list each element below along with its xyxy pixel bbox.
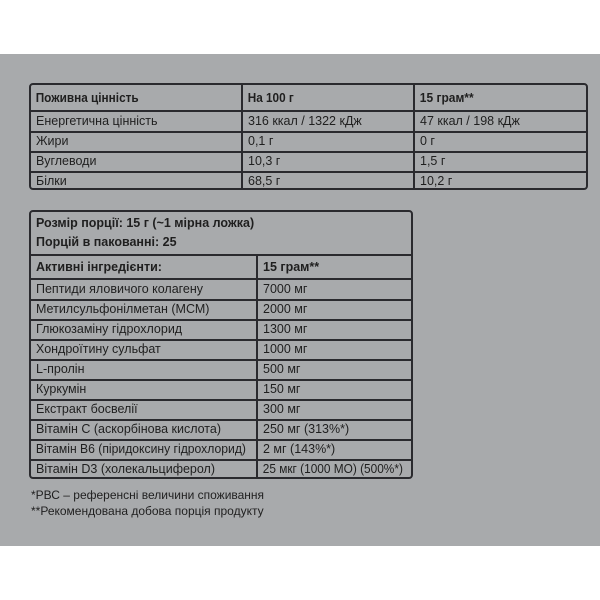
ingredient-amount: 250 мг (313%*) (263, 422, 350, 436)
table-row (31, 340, 411, 359)
servings-per-container-text: Порцій в пакованні: 25 (36, 235, 177, 249)
servings-per-container (31, 233, 411, 251)
table-row (31, 132, 586, 151)
ingredient-name: Глюкозаміну гідрохлорид (36, 322, 183, 336)
nutrition-table (29, 83, 588, 190)
nutrient-serving: 0 г (420, 134, 435, 148)
ingredient-name: Пептиди яловичого колагену (36, 282, 204, 296)
table-row (31, 460, 411, 478)
ingredient-amount: 1300 мг (263, 322, 308, 336)
ingredient-name: Екстракт босвелії (36, 402, 138, 416)
nutrient-name: Білки (36, 174, 67, 188)
ingredient-name: Куркумін (36, 382, 87, 396)
serving-size-text: Розмір порції: 15 г (~1 мірна ложка) (36, 216, 255, 230)
table-row (31, 360, 411, 379)
nutrient-per100: 68,5 г (248, 174, 281, 188)
nutrient-serving: 10,2 г (420, 174, 453, 188)
nutrient-name: Жири (36, 134, 69, 148)
ingredients-header-amount: 15 грам** (263, 260, 320, 274)
nutrition-header-per100: На 100 г (247, 91, 294, 105)
nutrient-serving: 1,5 г (420, 154, 446, 168)
ingredient-amount: 2000 мг (263, 302, 308, 316)
nutrition-header-label: Поживна цінність (35, 91, 139, 105)
nutrient-per100: 10,3 г (248, 154, 281, 168)
ingredients-header-name: Активні інгредієнти: (36, 260, 162, 274)
nutrient-name: Вуглеводи (36, 154, 97, 168)
table-row (31, 400, 411, 419)
ingredient-amount: 1000 мг (263, 342, 308, 356)
ingredient-name: Вітамін D3 (холекальциферол) (36, 462, 216, 476)
nutrition-header-row (31, 87, 586, 109)
table-row (31, 380, 411, 399)
table-row (31, 152, 586, 171)
table-row (31, 172, 586, 190)
nutrient-serving: 47 ккал / 198 кДж (420, 114, 520, 128)
section-divider (31, 254, 411, 256)
ingredient-name: Хондроїтину сульфат (36, 342, 161, 356)
table-row (31, 440, 411, 459)
ingredient-amount: 500 мг (263, 362, 301, 376)
nutrient-per100: 0,1 г (248, 134, 274, 148)
ingredient-amount: 7000 мг (263, 282, 308, 296)
ingredient-name: Вітамін В6 (піридоксину гідрохлорид) (35, 442, 246, 456)
ingredient-name: Вітамін С (аскорбінова кислота) (36, 422, 222, 436)
column-divider (241, 85, 243, 188)
ingredient-amount: 300 мг (263, 402, 301, 416)
ingredient-name: L-пролін (36, 362, 85, 376)
serving-size (31, 214, 411, 232)
ingredient-amount: 150 мг (263, 382, 301, 396)
ingredient-name: Метилсульфонілметан (МСМ) (36, 302, 210, 316)
nutrient-per100: 316 ккал / 1322 кДж (248, 114, 362, 128)
column-divider (413, 85, 415, 188)
nutrient-name: Енергетична цінність (36, 114, 158, 128)
ingredient-amount: 2 мг (143%*) (263, 442, 336, 456)
table-row (31, 420, 411, 439)
column-divider (256, 255, 258, 477)
table-row (31, 280, 411, 299)
nutrition-header-serving: 15 грам** (419, 91, 474, 105)
footnote-rvs: *РВС – референсні величини споживання (31, 488, 265, 502)
table-row (31, 320, 411, 339)
footnote-daily-portion: **Рекомендована добова порція продукту (31, 504, 264, 518)
table-row (31, 112, 586, 131)
ingredients-table (29, 210, 413, 479)
table-row (31, 300, 411, 319)
ingredients-header-row (31, 257, 411, 277)
ingredient-amount: 25 мкг (1000 МО) (500%*) (262, 462, 403, 476)
